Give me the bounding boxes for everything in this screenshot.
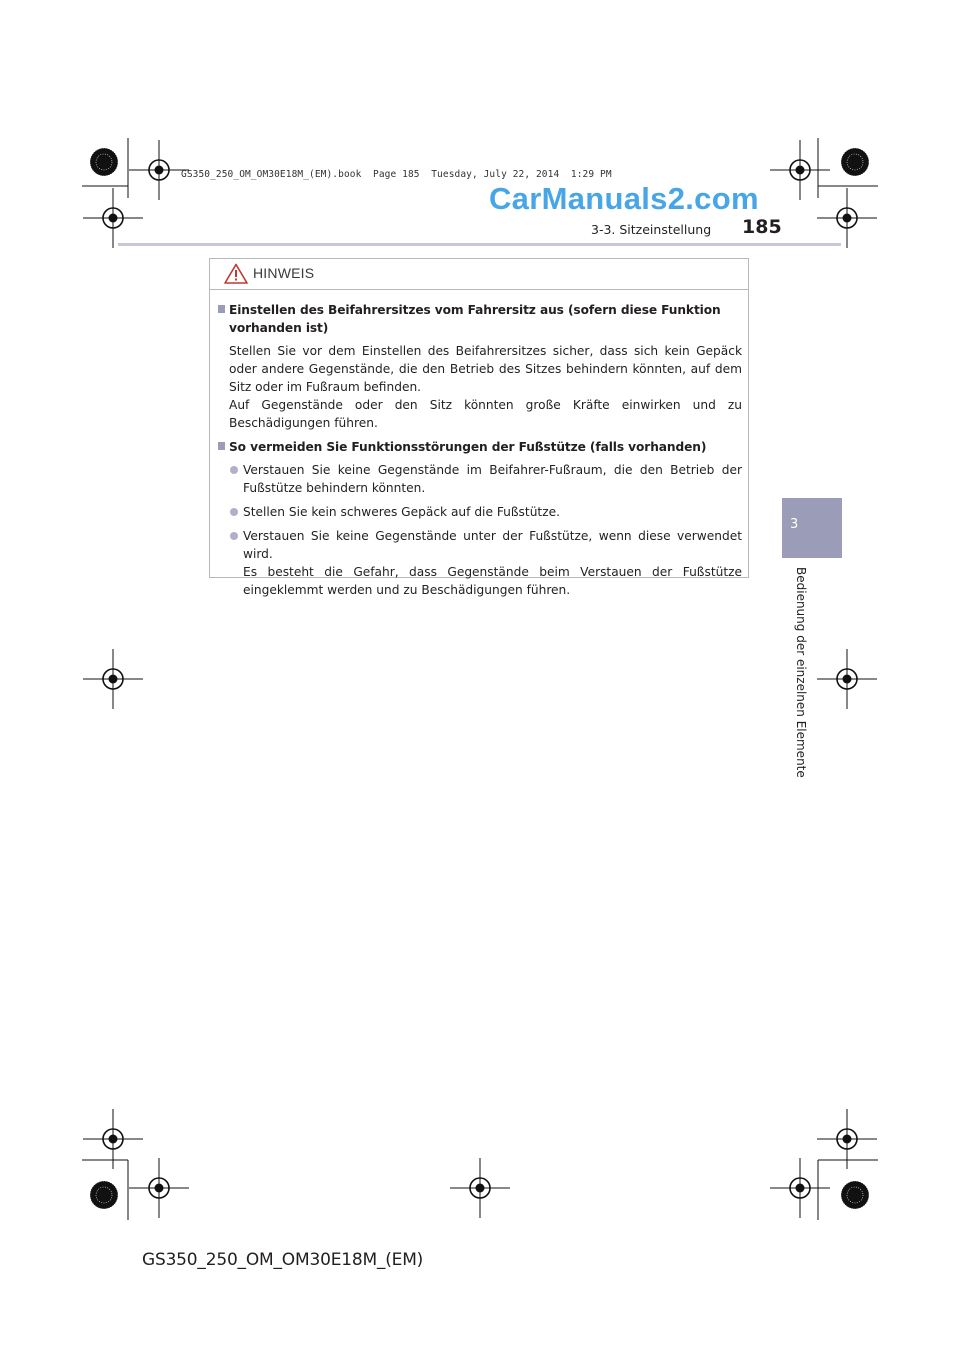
square-bullet-icon <box>218 442 225 450</box>
notice-title: HINWEIS <box>253 265 315 281</box>
footer-code: GS350_250_OM_OM30E18M_(EM) <box>142 1250 424 1270</box>
list-item <box>218 461 742 497</box>
header-divider <box>118 243 841 246</box>
book-file-line: GS350_250_OM_OM30E18M_(EM).book Page 185 Tuesday, July 22, 2014 1:29 PM <box>181 169 612 180</box>
chapter-number: 3 <box>790 517 799 532</box>
warning-triangle-icon <box>224 263 248 284</box>
square-bullet-icon <box>218 305 225 313</box>
list-item-text: Verstauen Sie keine Gegenstände unter der Fußstütze, wenn diese verwendet wird. <box>243 529 742 561</box>
heading-text: So vermeiden Sie Funktionsstörungen der Fußstütze (falls vorhanden) <box>229 440 707 454</box>
notice-box <box>209 258 749 597</box>
section-title: 3-3. Sitzeinstellung <box>591 222 712 237</box>
section-heading <box>218 438 742 456</box>
chapter-tab <box>782 498 842 558</box>
circle-bullet-icon <box>230 508 238 516</box>
paragraph: Auf Gegenstände oder den Sitz könnten große Kräfte einwirken und zu Beschädigungen führen. <box>229 398 742 430</box>
heading-text: Einstellen des Beifahrersitzes vom Fahrersitz aus (sofern diese Funktion vorhanden ist) <box>229 303 721 335</box>
list-item-continuation: Es besteht die Gefahr, dass Gegenstände beim Verstauen der Fußstütze eingeklemmt werden und zu Beschädigungen führen. <box>243 565 742 597</box>
list-item <box>218 503 742 521</box>
list-item-text: Stellen Sie kein schweres Gepäck auf die Fußstütze. <box>243 505 560 519</box>
section-heading <box>218 301 742 337</box>
list-item <box>218 527 742 563</box>
notice-body <box>210 290 748 599</box>
circle-bullet-icon <box>230 466 238 474</box>
page-number: 185 <box>742 216 782 238</box>
list-item-text: Verstauen Sie keine Gegenstände im Beifahrer-Fußraum, die den Betrieb der Fußstütze behindern könnten. <box>243 463 742 495</box>
circle-bullet-icon <box>230 532 238 540</box>
paragraph: Stellen Sie vor dem Einstellen des Beifahrersitzes sicher, dass sich kein Gepäck oder andere Gegenstände, die den Betrieb des Sitzes behindern könnten, auf dem Sitz oder im Fußraum befinden. <box>229 344 742 394</box>
watermark: CarManuals2.com <box>489 181 759 216</box>
chapter-side-label: Bedienung der einzelnen Elemente <box>794 567 808 778</box>
notice-header <box>210 259 748 290</box>
